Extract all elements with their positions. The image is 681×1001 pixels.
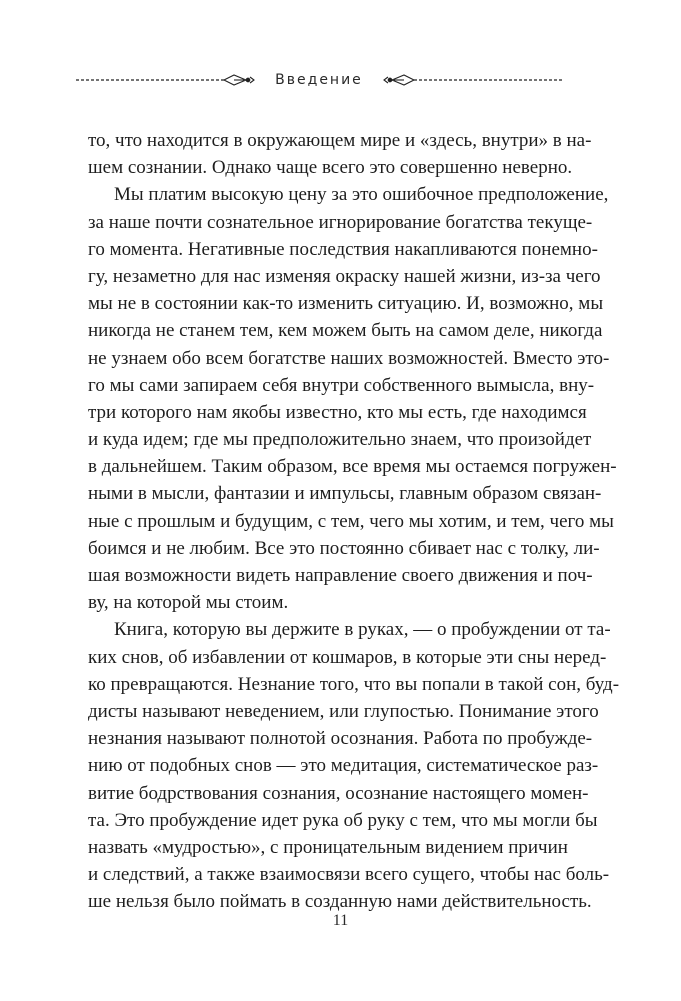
- text-line: мы не в состоянии как-то изменить ситуацию. И, возможно, мы: [88, 293, 604, 315]
- text-line: назвать «мудростью», с проницательным видением причин: [88, 836, 568, 858]
- text-line: то, что находится в окружающем мире и «здесь, внутри» в на-: [88, 130, 592, 151]
- text-line: го мы сами запираем себя внутри собственного вымысла, вну-: [88, 374, 595, 396]
- text-line: в дальнейшем. Таким образом, все время мы остаемся погружен-: [88, 456, 617, 478]
- text-line: незнания называют полнотой осознания. Работа по пробужде-: [88, 728, 593, 750]
- text-line: го момента. Негативные последствия накапливаются понемно-: [88, 238, 598, 260]
- text-line: боимся и не любим. Все это постоянно сбивает нас с толку, ли-: [88, 537, 600, 559]
- text-line: и куда идем; где мы предположительно знаем, что произойдет: [88, 429, 592, 451]
- text-line: витие бодрствования сознания, осознание настоящего момен-: [88, 782, 589, 804]
- text-line: шем сознании. Однако чаще всего это совершенно неверно.: [88, 157, 573, 179]
- text-line: ву, на которой мы стоим.: [88, 592, 289, 614]
- text-line: ные с прошлым и будущим, с тем, чего мы хотим, и тем, чего мы: [88, 510, 614, 532]
- text-line: ко превращаются. Незнание того, что вы попали в такой сон, буд-: [88, 673, 620, 695]
- text-line: не узнаем обо всем богатстве наших возможностей. Вместо это-: [88, 347, 610, 369]
- text-line: никогда не станем тем, кем можем быть на самом деле, никогда: [88, 320, 603, 342]
- text-line: ше нельзя было поймать в созданную нами действительность.: [88, 891, 592, 913]
- chapter-title: Введение: [275, 72, 363, 88]
- page-number: 11: [332, 912, 349, 929]
- text-line: Книга, которую вы держите в руках, — о пробуждении от та-: [114, 619, 611, 641]
- text-line: дисты называют неведением, или глупостью. Понимание этого: [88, 700, 599, 722]
- text-line: ких снов, об избавлении от кошмаров, в которые эти сны неред-: [88, 646, 607, 668]
- running-header: [74, 68, 564, 98]
- text-line: три которого нам якобы известно, кто мы есть, где находимся: [88, 401, 587, 423]
- text-line: нию от подобных снов — это медитация, систематическое раз-: [88, 755, 599, 777]
- text-line: та. Это пробуждение идет рука об руку с тем, что мы могли бы: [88, 809, 598, 831]
- body-text: [88, 127, 620, 915]
- text-line: шая возможности видеть направление своего движения и поч-: [88, 565, 593, 586]
- text-line: гу, незаметно для нас изменяя окраску нашей жизни, из-за чего: [88, 265, 601, 287]
- text-line: Мы платим высокую цену за это ошибочное предположение,: [114, 184, 609, 206]
- text-line: и следствий, а также взаимосвязи всего сущего, чтобы нас боль-: [88, 864, 610, 886]
- text-line: ными в мысли, фантазии и импульсы, главным образом связан-: [88, 483, 602, 505]
- text-line: за наше почти сознательное игнорирование богатства текуще-: [88, 211, 593, 233]
